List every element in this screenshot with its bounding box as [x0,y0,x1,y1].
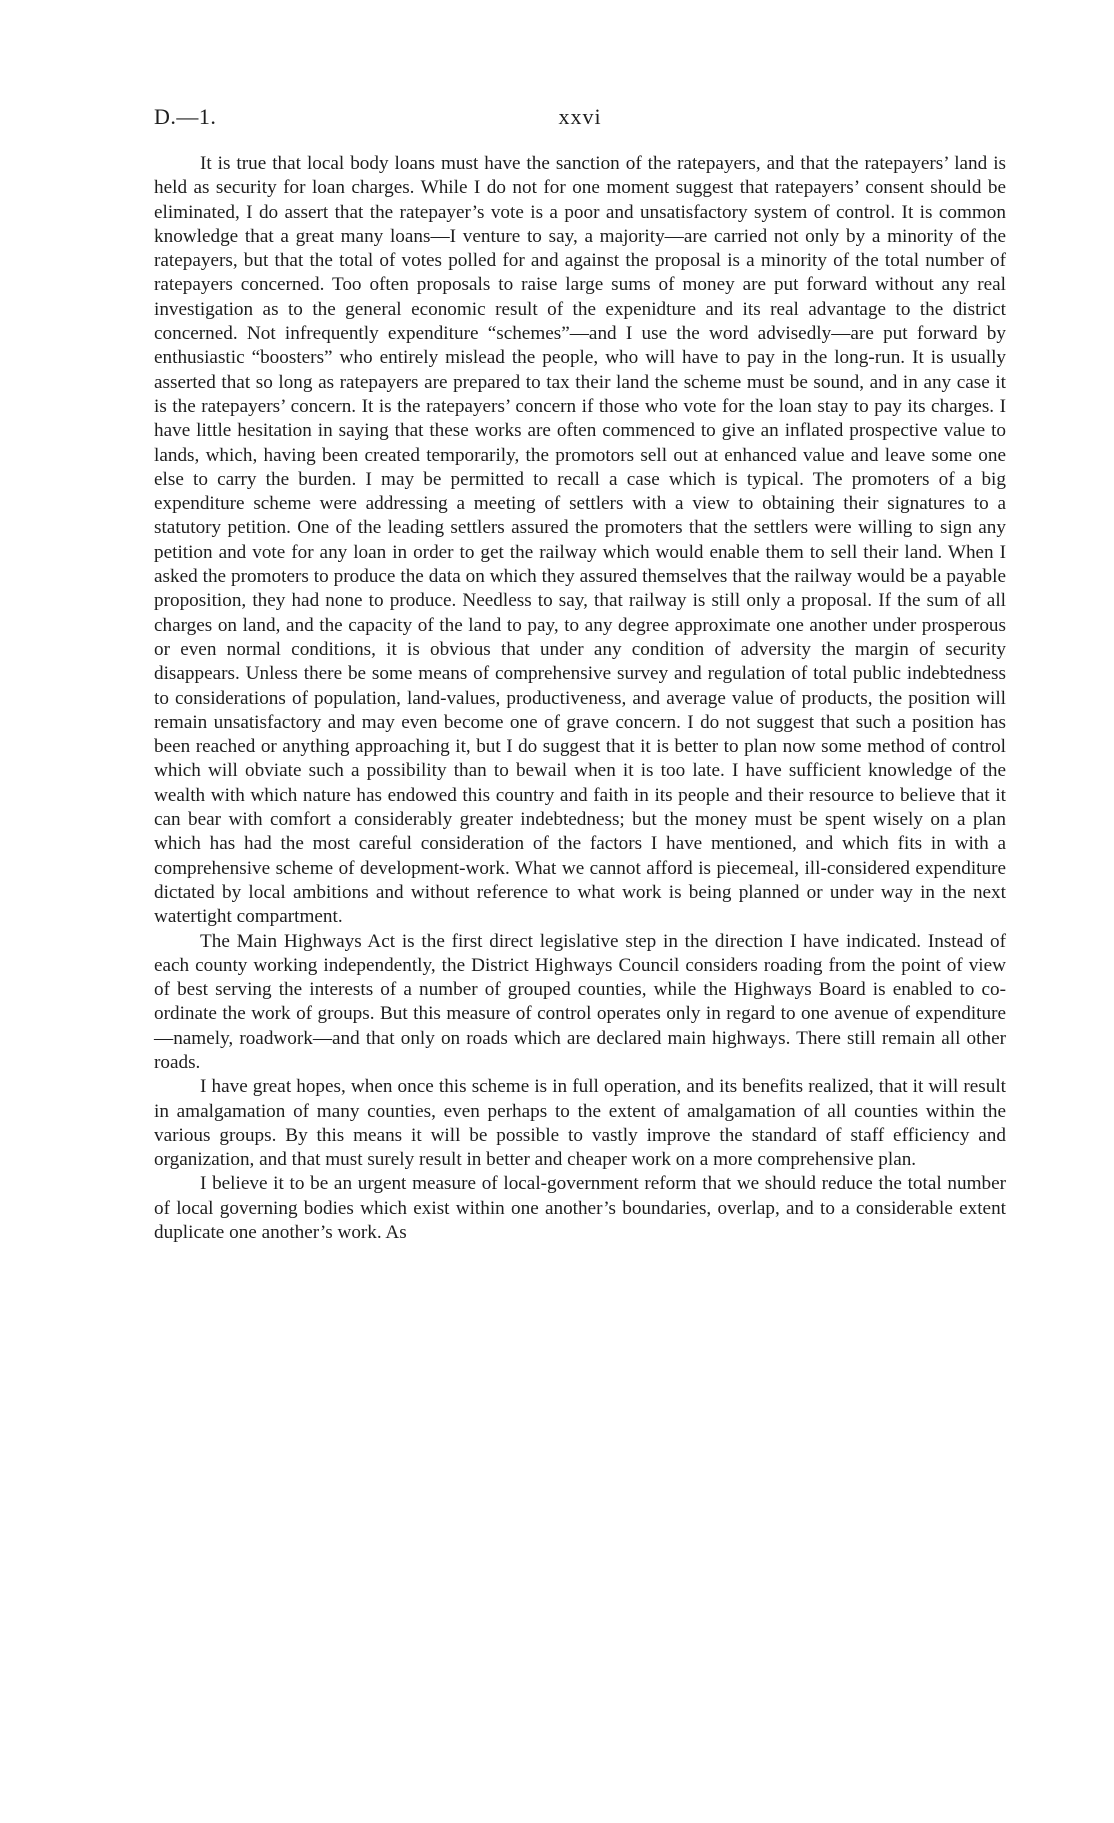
paragraph-amalgamation: I have great hopes, when once this scheme is in full operation, and its benefits realized, that it will result in amalgamation of many counties, even perhaps to the extent of amalgamation of all counties within the various groups. By this means it will be possible to vastly improve the standard of staff efficiency and organization, and that must surely result in better and cheaper work on a more comprehensive plan. [154,1076,1006,1171]
body-text [154,152,1006,1245]
paragraph-loans: It is true that local body loans must have the sanction of the ratepayers, and that the ratepayers’ land is held as security for loan charges. While I do not for one moment suggest that ratepayers’ consent should be eliminated, I do assert that the ratepayer’s vote is a poor and unsatisfactory system of control. It is common knowledge that a great many loans—I venture to say, a majority—are carried not only by a minority of the ratepayers, but that the total of votes polled for and against the proposal is a minority of the total number of ratepayers concerned. Too often proposals to raise large sums of money are put forward without any real investigation as to the general economic result of the expenidture and its real advantage to the district concerned. Not infrequently expenditure “schemes”—and I use the word advisedly—are put forward by enthusiastic “boosters” who entirely mislead the people, who will have to pay in the long-run. It is usually asserted that so long as ratepayers are prepared to tax their land the scheme must be sound, and in any case it is the ratepayers’ concern. It is the ratepayers’ concern if those who vote for the loan stay to pay its charges. I have little hesitation in saying that these works are often commenced to give an inflated prospective value to lands, which, having been created temporarily, the promotors sell out at enhanced value and leave some one else to carry the burden. I may be permitted to recall a case which is typical. The promoters of a big expenditure scheme were addressing a meeting of settlers with a view to obtaining their signatures to a statutory petition. One of the leading settlers assured the promoters that the settlers were willing to sign any petition and vote for any loan in order to get the railway which would enable them to sell their land. When I asked the promoters to produce the data on which they assured themselves that the railway would be a payable proposition, they had none to produce. Needless to say, that railway is still only a proposal. If the sum of all charges on land, and the capacity of the land to pay, to any degree approximate one another under prosperous or even normal conditions, it is obvious that under any condition of adversity the margin of security disappears. Unless there be some means of comprehensive survey and regulation of total public indebtedness to considerations of population, land-values, productiveness, and average value of products, the position will remain unsatisfactory and may even become one of grave concern. I do not suggest that such a position has been reached or anything approaching it, but I do suggest that it is better to plan now some method of control which will obviate such a possibility than to bewail when it is too late. I have sufficient knowledge of the wealth with which nature has endowed this country and faith in its people and their resource to believe that it can bear with comfort a considerably greater indebtedness; but the money must be spent wisely on a plan which has had the most careful consideration of the factors I have mentioned, and which fits in with a comprehensive scheme of development-work. What we cannot afford is piecemeal, ill-considered expenditure dictated by local ambitions and without reference to what work is being planned or under way in the next watertight compartment. [154,153,1006,928]
page-header [154,104,1006,134]
page-number: xxvi [558,104,602,129]
document-reference: D.—1. [154,104,217,129]
paragraph-main-highways-act: The Main Highways Act is the first direct legislative step in the direction I have indicated. Instead of each county working independently, the District Highways Council considers roading from the point of view of best serving the interests of a number of grouped counties, while the Highways Board is enabled to co-ordinate the work of groups. But this measure of control operates only in regard to one avenue of expenditure—namely, roadwork—and that only on roads which are declared main highways. There still remain all other roads. [154,930,1006,1073]
paragraph-reform: I believe it to be an urgent measure of local-government reform that we should reduce the total number of local governing bodies which exist within one another’s boundaries, overlap, and to a considerable extent duplicate one another’s work. As [154,1173,1006,1244]
